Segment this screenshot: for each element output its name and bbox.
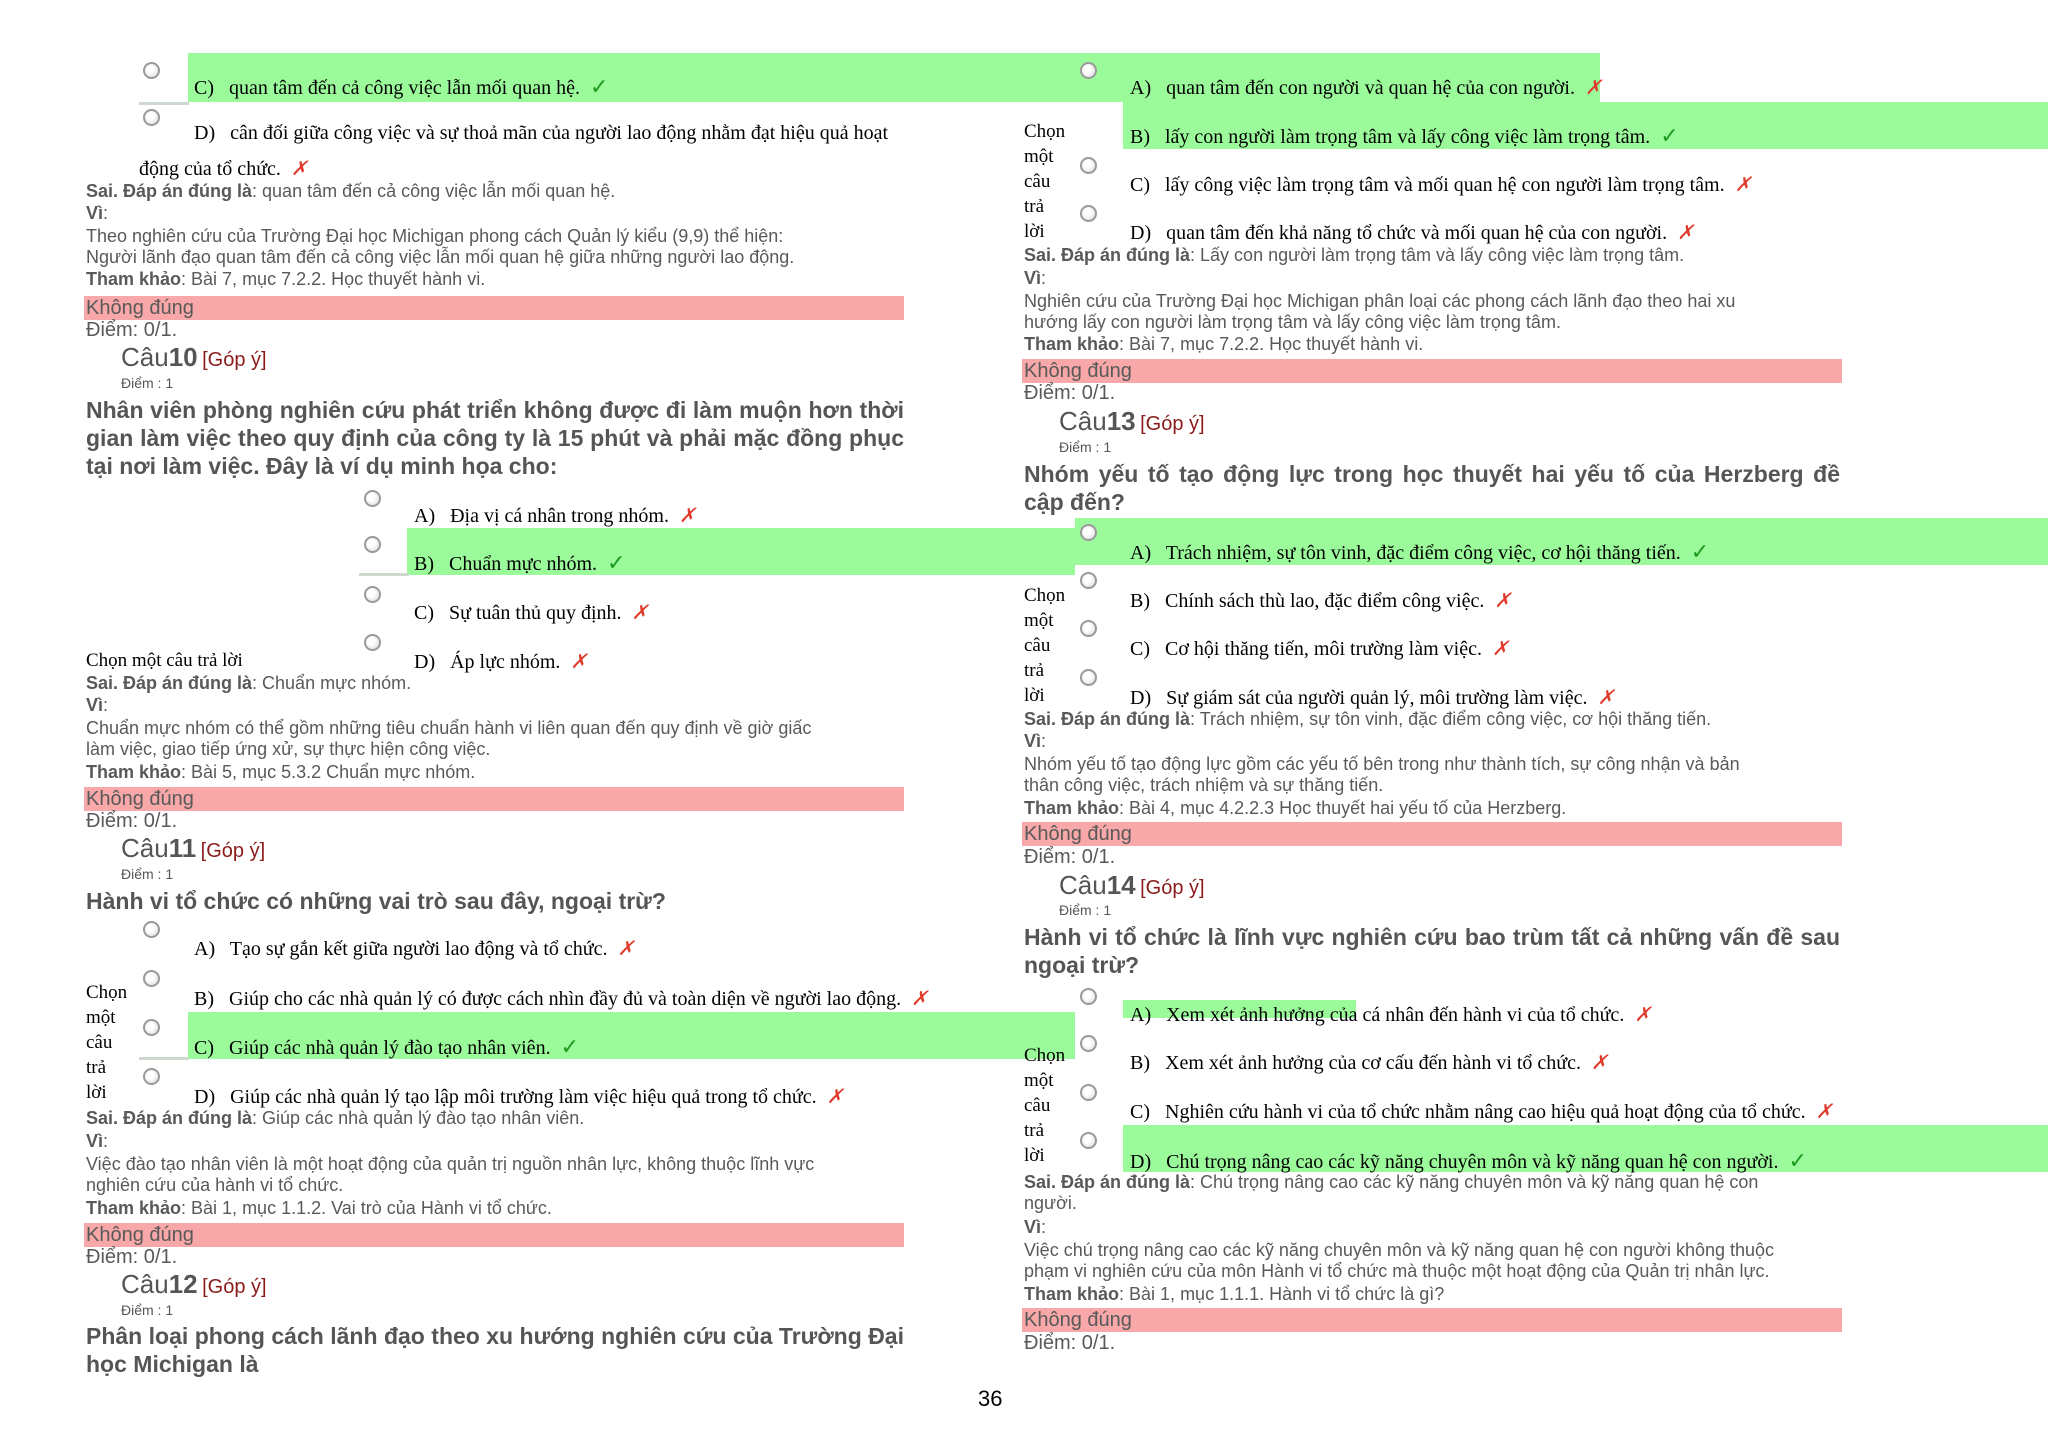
wrong-cross-icon: ✗ — [1494, 590, 1512, 612]
explanation: Việc chú trọng nâng cao các kỹ năng chuyên môn và kỹ năng quan hệ con người không thuộc phạm vi nghiên cứu của môn Hành vi tổ chức mà thuộc một hoạt động của Quản trị nhân lực. — [1024, 1240, 1775, 1281]
wrong-cross-icon: ✗ — [678, 505, 696, 527]
radio-option-b[interactable] — [1080, 572, 1097, 589]
status-bar: Không đúng — [84, 787, 904, 811]
question-header: Câu10 [Góp ý] — [121, 342, 267, 372]
vi-label: Vì: — [86, 203, 109, 223]
score: Điểm: 0/1. — [1024, 382, 1116, 404]
reference: Tham khảo: Bài 5, mục 5.3.2 Chuẩn mực nhóm. — [86, 762, 476, 782]
wrong-cross-icon: ✗ — [570, 651, 588, 673]
radio-option-c[interactable] — [1080, 620, 1097, 637]
option-c: C) quan tâm đến cả công việc lẫn mối quan hệ. ✓ — [194, 74, 609, 99]
question-header: Câu14 [Góp ý] — [1059, 870, 1205, 900]
feedback-link[interactable]: [Góp ý] — [202, 1276, 267, 1298]
answer-line: Sai. Đáp án đúng là: Lấy con người làm trọng tâm và lấy công việc làm trọng tâm. — [1024, 245, 1685, 265]
radio-option-d[interactable] — [1080, 669, 1097, 686]
score: Điểm: 0/1. — [86, 319, 178, 341]
feedback-link[interactable]: [Góp ý] — [202, 349, 267, 371]
wrong-cross-icon: ✗ — [1597, 687, 1615, 709]
wrong-cross-icon: ✗ — [290, 158, 308, 180]
correct-check-icon: ✓ — [607, 550, 626, 575]
radio-option-a[interactable] — [1080, 988, 1097, 1005]
radio-option-d[interactable] — [143, 109, 160, 126]
radio-option-a[interactable] — [364, 490, 381, 507]
option-b: B) lấy con người làm trọng tâm và lấy công việc làm trọng tâm. ✓ — [1130, 123, 1679, 148]
choose-answer-label: Chọn một câu trả lời — [1024, 1045, 1066, 1166]
reference: Tham khảo: Bài 4, mục 4.2.2.3 Học thuyết hai yếu tố của Herzberg. — [1024, 798, 1567, 818]
reference: Tham khảo: Bài 7, mục 7.2.2. Học thuyết hành vi. — [86, 269, 486, 289]
radio-option-a[interactable] — [143, 921, 160, 938]
question-points: Điểm : 1 — [1059, 902, 1112, 918]
answer-line: Sai. Đáp án đúng là: Chú trọng nâng cao các kỹ năng chuyên môn và kỹ năng quan hệ con người. — [1024, 1172, 1759, 1213]
option-c: C) Sự tuân thủ quy định. ✗ — [414, 602, 649, 624]
explanation: Nhóm yếu tố tạo động lực gồm các yếu tố bên trong như thành tích, sự công nhận và bản thân công việc, trách nhiệm và sự thăng tiến. — [1024, 754, 1740, 795]
radio-option-c[interactable] — [143, 62, 160, 79]
option-d: D) Sự giám sát của người quản lý, môi trường làm việc. ✗ — [1130, 687, 1615, 709]
question-header: Câu13 [Góp ý] — [1059, 406, 1205, 436]
option-a: A) quan tâm đến con người và quan hệ của con người. ✗ — [1130, 77, 1602, 99]
wrong-cross-icon: ✗ — [826, 1086, 844, 1108]
question-text: Hành vi tổ chức có những vai trò sau đây, ngoại trừ? — [86, 888, 666, 914]
radio-option-b[interactable] — [364, 536, 381, 553]
option-a: A) Trách nhiệm, sự tôn vinh, đặc điểm công việc, cơ hội thăng tiến. ✓ — [1130, 539, 1710, 564]
option-b: B) Xem xét ảnh hưởng của cơ cấu đến hành vi tổ chức. ✗ — [1130, 1052, 1608, 1074]
choose-answer-label: Chọn một câu trả lời — [1024, 585, 1066, 706]
radio-option-c[interactable] — [364, 586, 381, 603]
vi-label: Vì: — [86, 1131, 109, 1151]
correct-check-icon: ✓ — [1660, 123, 1679, 148]
answer-line: Sai. Đáp án đúng là: quan tâm đến cả công việc lẫn mối quan hệ. — [86, 181, 616, 201]
option-b: B) Chuẩn mực nhóm. ✓ — [414, 550, 626, 575]
feedback-link[interactable]: [Góp ý] — [1140, 413, 1205, 435]
question-text: Nhân viên phòng nghiên cứu phát triển không được đi làm muộn hơn thời gian làm việc theo quy định của công ty là 15 phút và phải mặc đồng phục tại nơi làm việc. Đây là ví dụ minh họa cho: — [86, 397, 904, 479]
explanation: Theo nghiên cứu của Trường Đại học Michigan phong cách Quản lý kiểu (9,9) thể hiện: Người lãnh đạo quan tâm đến cả công việc lẫn mối quan hệ giữa những người lao động. — [86, 226, 795, 267]
reference: Tham khảo: Bài 7, mục 7.2.2. Học thuyết hành vi. — [1024, 334, 1424, 354]
vi-label: Vì: — [86, 695, 109, 715]
explanation: Chuẩn mực nhóm có thể gồm những tiêu chuẩn hành vi liên quan đến quy định về giờ giấc làm việc, giao tiếp ứng xử, sự thực hiện công việc. — [86, 718, 812, 759]
choose-answer-label: Chọn một câu trả lời — [1024, 121, 1066, 242]
radio-option-c[interactable] — [143, 1019, 160, 1036]
question-points: Điểm : 1 — [121, 1302, 174, 1318]
answer-line: Sai. Đáp án đúng là: Trách nhiệm, sự tôn vinh, đặc điểm công việc, cơ hội thăng tiến. — [1024, 709, 1712, 729]
radio-option-d[interactable] — [143, 1068, 160, 1085]
option-d: D) Áp lực nhóm. ✗ — [414, 651, 588, 673]
radio-option-c[interactable] — [1080, 1084, 1097, 1101]
correct-check-icon: ✓ — [1690, 539, 1710, 564]
question-header: Câu11 [Góp ý] — [121, 833, 266, 863]
radio-option-b[interactable] — [143, 970, 160, 987]
explanation: Nghiên cứu của Trường Đại học Michigan phân loại các phong cách lãnh đạo theo hai xu hướng lấy con người làm trọng tâm và lấy công việc làm trọng tâm. — [1024, 291, 1736, 332]
feedback-link[interactable]: [Góp ý] — [1140, 877, 1205, 899]
option-d: D) cân đối giữa công việc và sự thoả mãn của người lao động nhằm đạt hiệu quả hoạt — [194, 122, 889, 144]
score: Điểm: 0/1. — [1024, 846, 1116, 868]
radio-option-c[interactable] — [1080, 157, 1097, 174]
wrong-cross-icon: ✗ — [1677, 222, 1694, 244]
option-c: C) Nghiên cứu hành vi của tổ chức nhằm nâng cao hiệu quả hoạt động của tổ chức. ✗ — [1130, 1101, 1833, 1123]
option-d: D) quan tâm đến khả năng tổ chức và mối quan hệ của con người. ✗ — [1130, 222, 1694, 244]
status-bar: Không đúng — [1022, 1308, 1842, 1332]
option-d-cont: động của tổ chức. ✗ — [139, 158, 308, 180]
radio-option-b[interactable] — [1080, 1035, 1097, 1052]
vi-label: Vì: — [1024, 268, 1047, 288]
option-d: D) Chú trọng nâng cao các kỹ năng chuyên môn và kỹ năng quan hệ con người. ✓ — [1130, 1148, 1807, 1173]
question-text: Phân loại phong cách lãnh đạo theo xu hướng nghiên cứu của Trường Đại học Michigan là — [86, 1323, 904, 1377]
reference: Tham khảo: Bài 1, mục 1.1.1. Hành vi tổ chức là gì? — [1024, 1284, 1445, 1304]
option-a: A) Địa vị cá nhân trong nhóm. ✗ — [414, 505, 696, 527]
radio-option-d[interactable] — [1080, 205, 1097, 222]
wrong-cross-icon: ✗ — [1734, 174, 1752, 196]
option-c: C) Cơ hội thăng tiến, môi trường làm việc. ✗ — [1130, 638, 1509, 660]
option-c: C) lấy công việc làm trọng tâm và mối quan hệ con người làm trọng tâm. ✗ — [1130, 174, 1752, 196]
correct-check-icon: ✓ — [560, 1034, 579, 1059]
correct-check-icon: ✓ — [1788, 1148, 1807, 1173]
radio-option-d[interactable] — [364, 634, 381, 651]
option-b: B) Giúp cho các nhà quản lý có được cách nhìn đầy đủ và toàn diện về người lao động. ✗ — [194, 988, 928, 1010]
correct-check-icon: ✓ — [590, 74, 609, 99]
status-bar: Không đúng — [1022, 822, 1842, 846]
question-text: Hành vi tổ chức là lĩnh vực nghiên cứu bao trùm tất cả những vấn đề sau ngoại trừ? — [1024, 924, 1840, 978]
page-number: 36 — [978, 1386, 1003, 1411]
vi-label: Vì: — [1024, 1217, 1047, 1237]
option-d: D) Giúp các nhà quản lý tạo lập môi trường làm việc hiệu quả trong tổ chức. ✗ — [194, 1086, 844, 1108]
wrong-cross-icon: ✗ — [1491, 638, 1509, 660]
question-points: Điểm : 1 — [1059, 439, 1112, 455]
wrong-cross-icon: ✗ — [617, 938, 635, 960]
radio-option-d[interactable] — [1080, 1132, 1097, 1149]
wrong-cross-icon: ✗ — [1815, 1101, 1833, 1123]
option-a: A) Xem xét ảnh hưởng của cá nhân đến hành vi của tổ chức. ✗ — [1130, 1004, 1652, 1026]
option-a: A) Tạo sự gắn kết giữa người lao động và tổ chức. ✗ — [194, 938, 635, 960]
score: Điểm: 0/1. — [86, 810, 178, 832]
status-bar: Không đúng — [1022, 359, 1842, 383]
vi-label: Vì: — [1024, 731, 1047, 751]
wrong-cross-icon: ✗ — [1584, 77, 1602, 99]
question-points: Điểm : 1 — [121, 375, 174, 391]
status-bar: Không đúng — [84, 296, 904, 320]
option-c: C) Giúp các nhà quản lý đào tạo nhân viên. ✓ — [194, 1034, 579, 1059]
answer-line: Sai. Đáp án đúng là: Giúp các nhà quản lý đào tạo nhân viên. — [86, 1108, 585, 1128]
wrong-cross-icon: ✗ — [1591, 1052, 1608, 1074]
answer-line: Sai. Đáp án đúng là: Chuẩn mực nhóm. — [86, 673, 412, 693]
question-points: Điểm : 1 — [121, 866, 174, 882]
wrong-cross-icon: ✗ — [631, 602, 649, 624]
wrong-cross-icon: ✗ — [1634, 1004, 1652, 1026]
question-text: Nhóm yếu tố tạo động lực trong học thuyết hai yếu tố của Herzberg đề cập đến? — [1024, 461, 1840, 515]
radio-option-a[interactable] — [1080, 62, 1097, 79]
question-header: Câu12 [Góp ý] — [121, 1269, 267, 1299]
explanation: Việc đào tạo nhân viên là một hoạt động của quản trị nguồn nhân lực, không thuộc lĩnh vực nghiên cứu của hành vi tổ chức. — [86, 1154, 815, 1195]
status-bar: Không đúng — [84, 1223, 904, 1247]
score: Điểm: 0/1. — [86, 1246, 178, 1268]
feedback-link[interactable]: [Góp ý] — [200, 840, 266, 862]
choose-answer-label: Chọn một câu trả lời — [86, 650, 243, 671]
reference: Tham khảo: Bài 1, mục 1.1.2. Vai trò của Hành vi tổ chức. — [86, 1198, 552, 1218]
score: Điểm: 0/1. — [1024, 1332, 1116, 1354]
wrong-cross-icon: ✗ — [911, 988, 928, 1010]
option-b: B) Chính sách thù lao, đặc điểm công việc. ✗ — [1130, 590, 1512, 612]
radio-option-a[interactable] — [1080, 524, 1097, 541]
choose-answer-label: Chọn một câu trả lời — [86, 982, 128, 1103]
